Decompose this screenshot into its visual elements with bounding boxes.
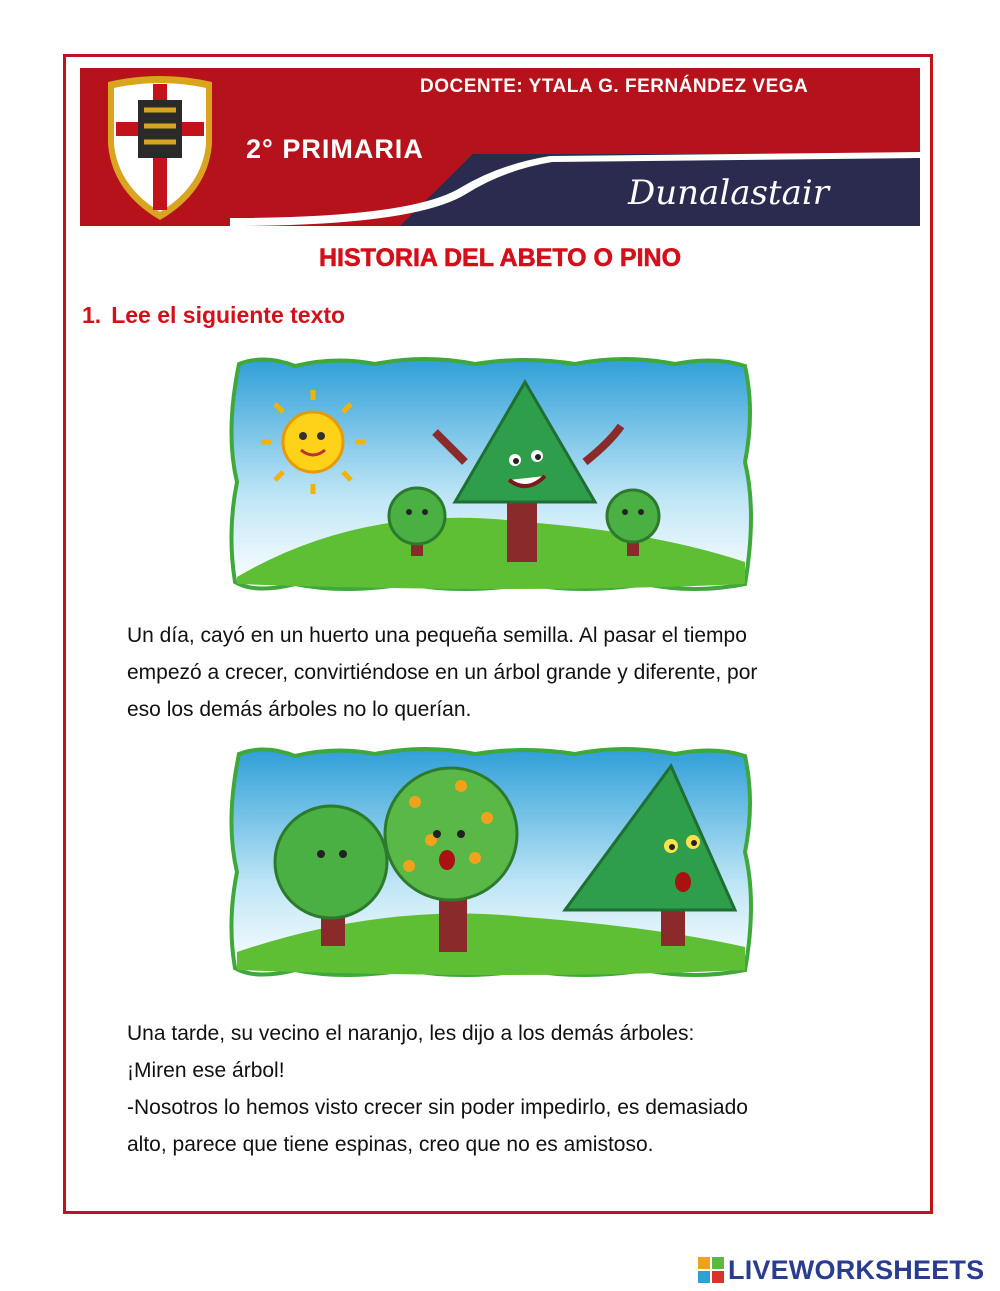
text-line: alto, parece que tiene espinas, creo que no es amistoso.	[127, 1133, 654, 1156]
instruction-text: Lee el siguiente texto	[111, 302, 346, 328]
worksheet-title: HISTORIA DEL ABETO O PINO	[318, 244, 682, 272]
liveworksheets-watermark	[698, 1255, 984, 1285]
watermark-text: LIVEWORKSHEETS	[728, 1254, 985, 1285]
school-name: Dunalastair	[628, 173, 829, 213]
text-line: eso los demás árboles no lo querían.	[127, 698, 472, 721]
text-line: empezó a crecer, convirtiéndose en un árbol grande y diferente, por	[127, 661, 758, 684]
school-header-banner	[80, 68, 920, 226]
text-line: Un día, cayó en un huerto una pequeña semilla. Al pasar el tiempo	[127, 624, 747, 647]
text-line: -Nosotros lo hemos visto crecer sin poder impedirlo, es demasiado	[127, 1096, 748, 1119]
story-paragraph-1	[127, 617, 887, 728]
instruction-number: 1.	[82, 302, 102, 328]
text-line: Una tarde, su vecino el naranjo, les dijo a los demás árboles:	[127, 1022, 695, 1045]
grade-label: 2° PRIMARIA	[246, 134, 424, 164]
teacher-name: DOCENTE: YTALA G. FERNÁNDEZ VEGA	[420, 76, 809, 97]
story-paragraph-2	[127, 1015, 887, 1163]
illustration-pine-and-bushes	[225, 352, 757, 596]
school-crest-logo	[102, 74, 218, 222]
text-line: ¡Miren ese árbol!	[127, 1059, 285, 1082]
instruction-1	[82, 302, 345, 329]
illustration-trees-looking-at-pine	[225, 742, 757, 982]
liveworksheets-logo-icon	[698, 1257, 724, 1283]
